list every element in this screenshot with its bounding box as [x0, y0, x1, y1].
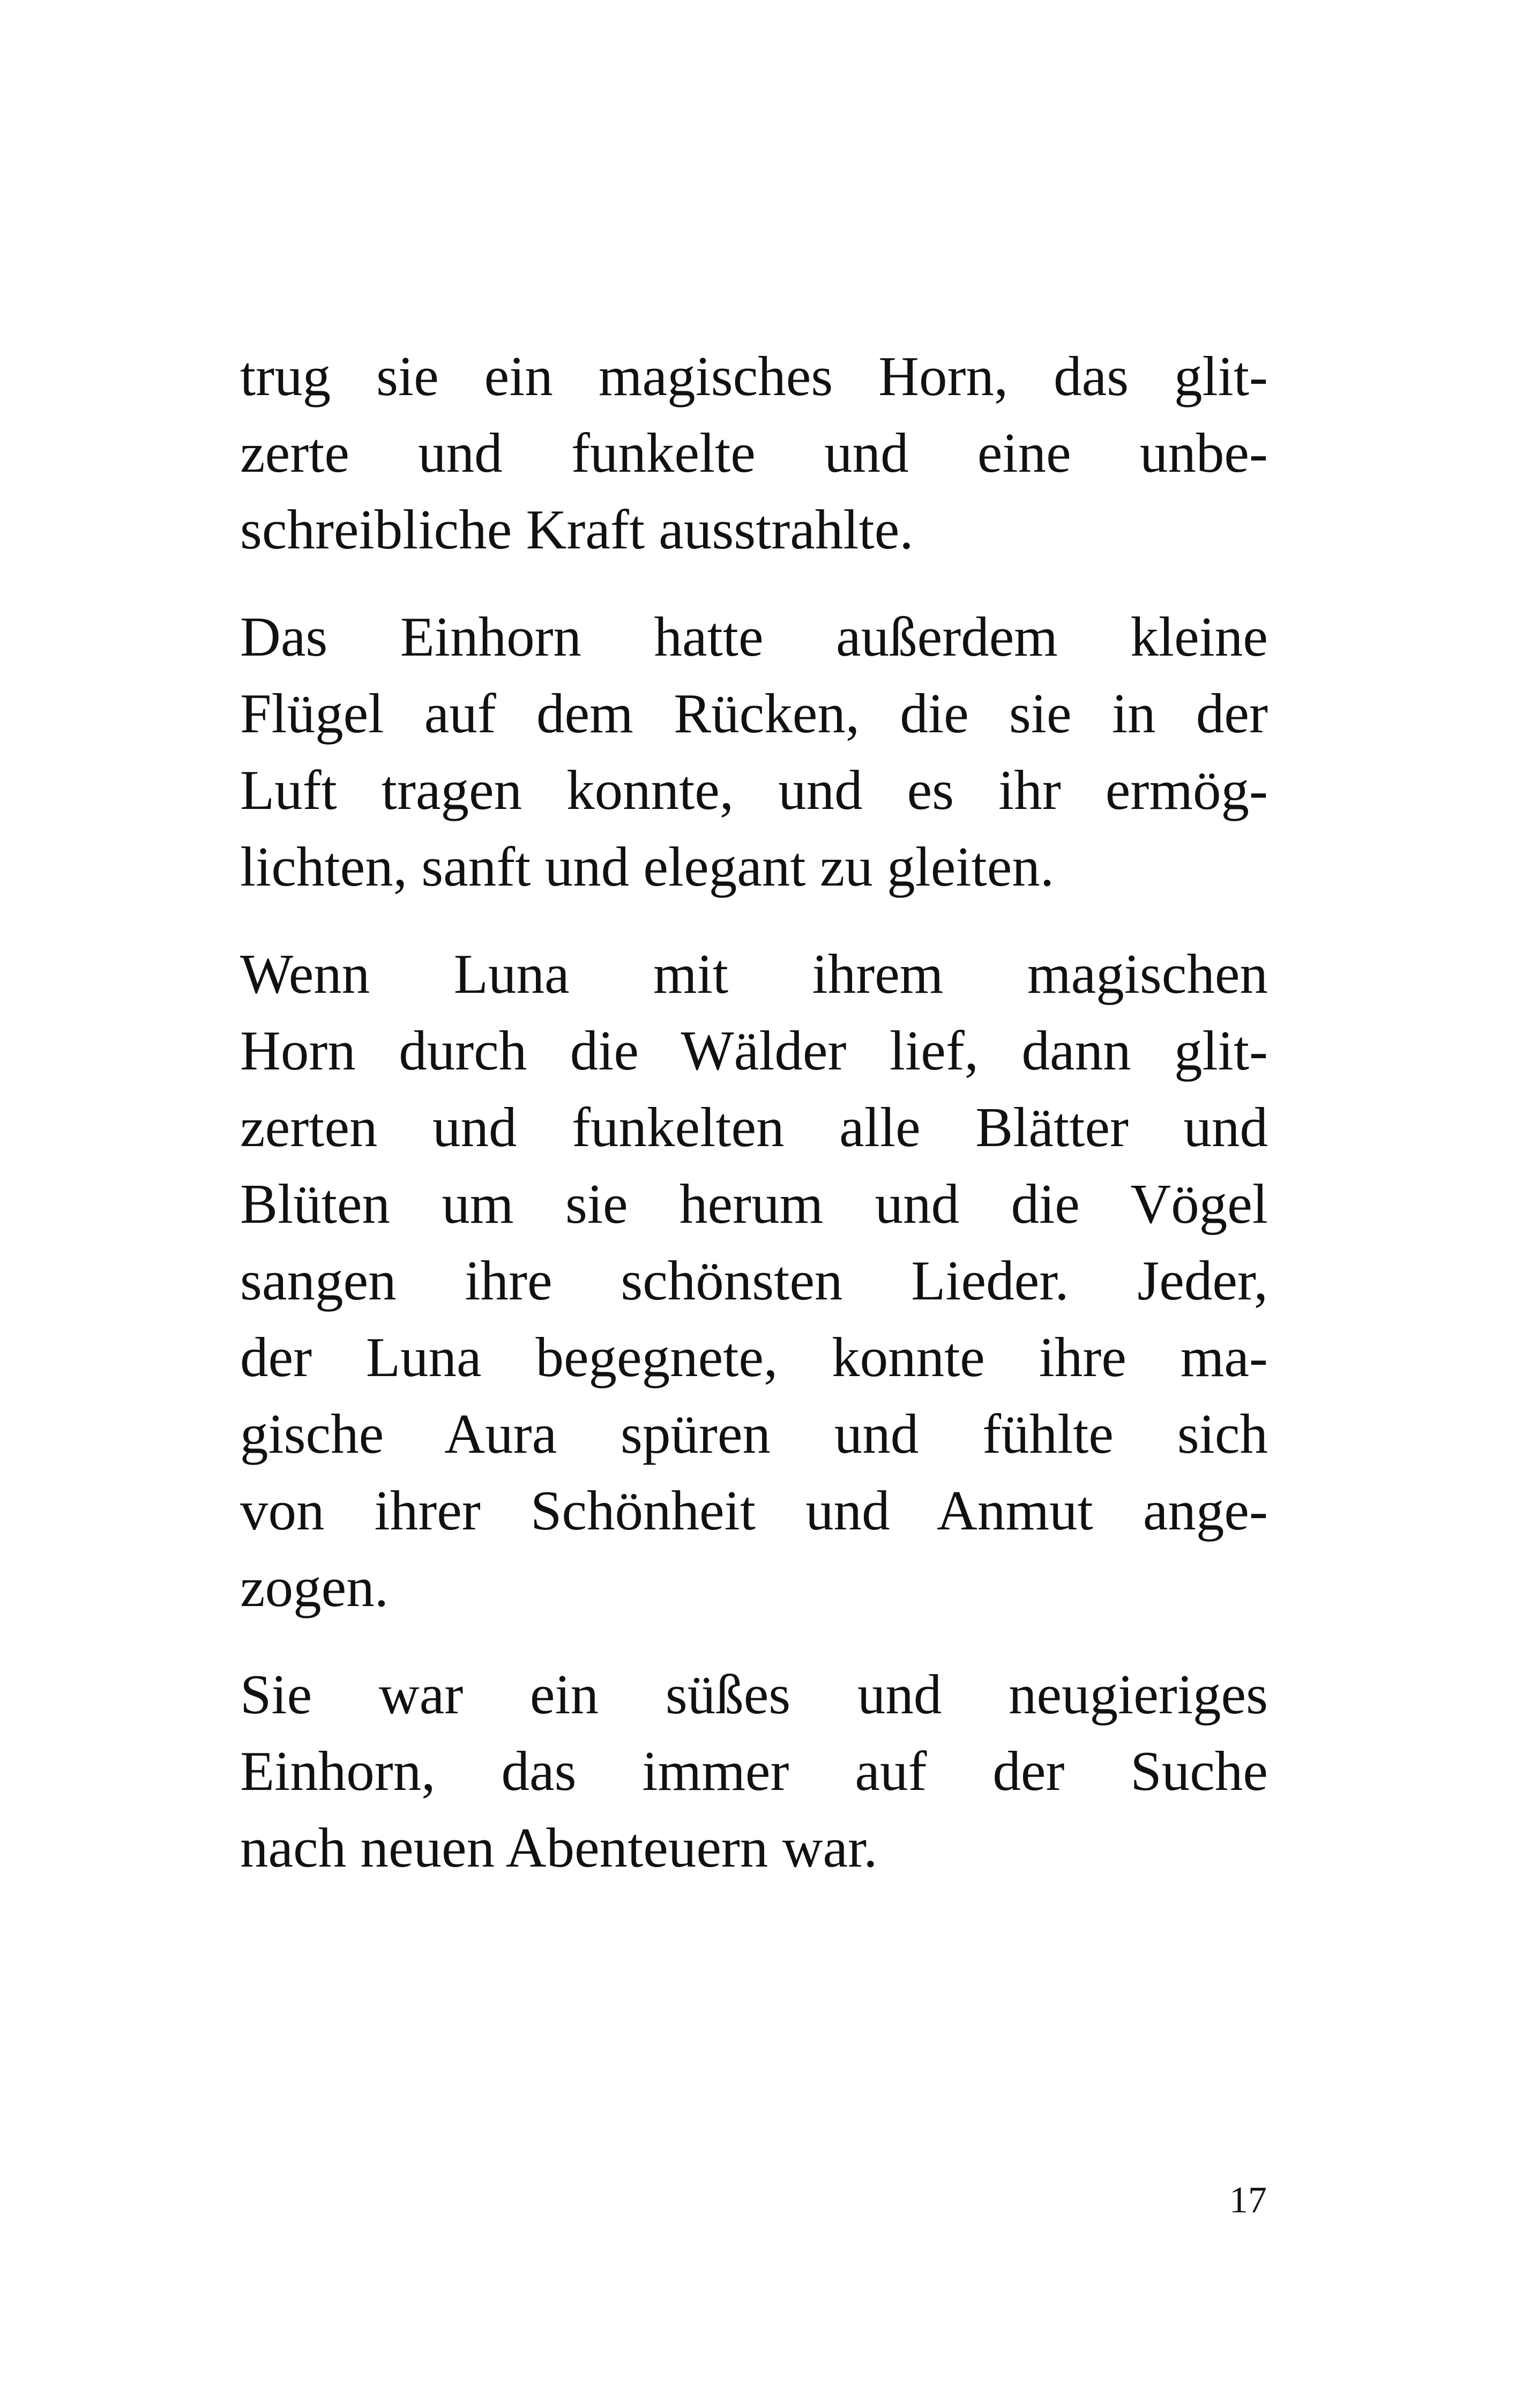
text-line: nach neuen Abenteuern war. — [240, 1816, 878, 1879]
text-line: Flügel auf dem Rücken, die sie in der — [240, 682, 1268, 745]
text-line: Blüten um sie herum und die Vögel — [240, 1172, 1268, 1235]
paragraph-3 — [240, 935, 1268, 1625]
text-line: der Luna begegnete, konnte ihre ma- — [240, 1326, 1268, 1388]
text-line: gische Aura spüren und fühlte sich — [240, 1402, 1268, 1465]
text-line: Luft tragen konnte, und es ihr ermög- — [240, 759, 1268, 821]
text-line: trug sie ein magisches Horn, das glit- — [240, 345, 1268, 407]
paragraph-gap — [240, 1625, 1268, 1656]
paragraph-1 — [240, 338, 1268, 568]
body-text — [240, 338, 1268, 1886]
text-line: Sie war ein süßes und neugieriges — [240, 1663, 1268, 1726]
text-line: Wenn Luna mit ihrem magischen — [240, 942, 1268, 1005]
text-line: schreibliche Kraft ausstrahlte. — [240, 498, 914, 561]
paragraph-gap — [240, 568, 1268, 598]
text-line: von ihrer Schönheit und Anmut ange- — [240, 1479, 1268, 1542]
text-line: Einhorn, das immer auf der Suche — [240, 1740, 1268, 1802]
paragraph-2 — [240, 598, 1268, 905]
text-line: zerte und funkelte und eine unbe- — [240, 421, 1268, 484]
text-line: zogen. — [240, 1556, 389, 1618]
text-line: sangen ihre schönsten Lieder. Jeder, — [240, 1249, 1268, 1312]
text-line: Horn durch die Wälder lief, dann glit- — [240, 1019, 1268, 1082]
text-line: zerten und funkelten alle Blätter und — [240, 1096, 1268, 1158]
page-number: 17 — [1229, 2180, 1267, 2221]
paragraph-4 — [240, 1656, 1268, 1886]
text-line: lichten, sanft und elegant zu gleiten. — [240, 835, 1055, 898]
paragraph-gap — [240, 905, 1268, 935]
text-line: Das Einhorn hatte außerdem kleine — [240, 605, 1268, 668]
